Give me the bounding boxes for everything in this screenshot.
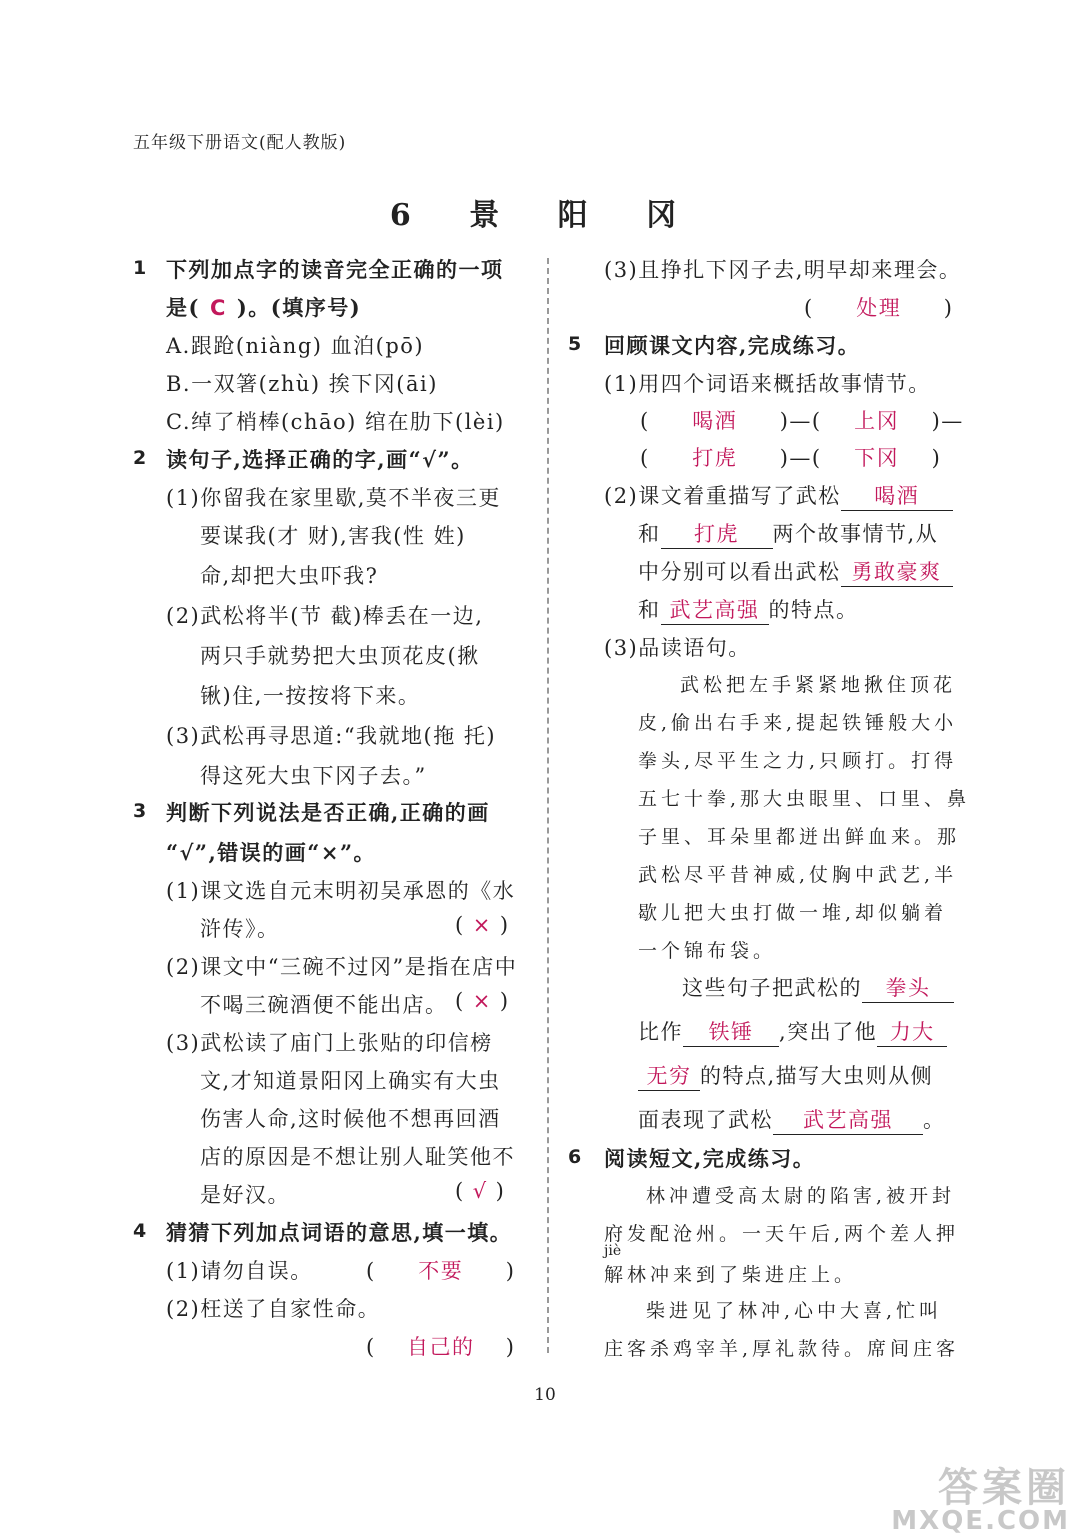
option-b: B.一双箸(zhù) 挨下冈(āi)	[166, 372, 438, 396]
watermark	[891, 1465, 1070, 1536]
sub-question: (3)品读语句。	[604, 636, 751, 660]
answer-parens: ( 不要 )	[366, 1255, 515, 1285]
sentence-line: (2)武松将半(节 截)棒丢在一边,	[166, 604, 484, 628]
statement-line: 浒传》。	[200, 917, 280, 941]
fill-line: 和 打虎 两个故事情节,从	[638, 518, 938, 549]
page-number: 10	[534, 1385, 556, 1405]
question-stem: 下列加点字的读音完全正确的一项	[166, 257, 504, 282]
statement-line: 文,才知道景阳冈上确实有大虫	[200, 1069, 501, 1093]
answer-parens: ( √ )	[455, 1179, 506, 1203]
question-stem: 猜猜下列加点词语的意思,填一填。	[166, 1220, 513, 1245]
answer-blank: 勇敢豪爽	[841, 556, 953, 587]
fill-line: (2)课文着重描写了武松 喝酒	[604, 480, 953, 511]
sentence-line: (3)武松再寻思道:“我就地(拖 托)	[166, 724, 497, 748]
sentence-line: (1)你留我在家里歇,莫不半夜三更	[166, 486, 501, 510]
fill-line: 中分别可以看出武松 勇敢豪爽	[638, 556, 953, 587]
answer-text: √	[472, 1179, 488, 1203]
answer-parens: ( × )	[455, 913, 510, 937]
question-number: 4	[133, 1220, 147, 1242]
sentence-line: 要谋我(才 财),害我(性 姓)	[200, 524, 466, 548]
question-stem: “√”,错误的画“×”。	[166, 840, 377, 865]
passage-line: 子里、耳朵里都迸出鲜血来。那	[638, 826, 961, 848]
word-line: (2)枉送了自家性命。	[166, 1297, 381, 1321]
question-stem: 判断下列说法是否正确,正确的画	[166, 800, 490, 825]
answer-text: 喝酒	[692, 409, 738, 433]
question-stem: 阅读短文,完成练习。	[604, 1146, 816, 1171]
answer-text: 打虎	[692, 446, 738, 470]
fill-line: 无穷 的特点,描写大虫则从侧	[638, 1060, 933, 1091]
fill-line: 面表现了武松 武艺高强 。	[638, 1104, 946, 1135]
answer-text: 自己的	[406, 1335, 475, 1359]
column-divider	[547, 258, 549, 1353]
answer-parens: ( 自己的 )	[366, 1331, 515, 1361]
sub-question: (1)用四个词语来概括故事情节。	[604, 372, 931, 396]
statement-line: 不喝三碗酒便不能出店。	[200, 993, 448, 1017]
passage-line: 歇儿把大虫打做一堆,却似躺着	[638, 902, 948, 924]
answer-text: ×	[472, 989, 492, 1013]
fill-line: 和 武艺高强 的特点。	[638, 594, 859, 625]
answer-blank: 喝酒	[841, 480, 953, 511]
word-line: (3)且挣扎下冈子去,明早却来理会。	[604, 258, 962, 282]
answer-blank: 武艺高强	[661, 594, 769, 625]
answer-blank: 打虎	[661, 518, 773, 549]
statement-line: 是好汉。	[200, 1183, 290, 1207]
passage-line: 拳头,尽平生之力,只顾打。打得	[638, 750, 958, 772]
statement-line: (1)课文选自元末明初吴承恩的《水	[166, 879, 516, 903]
sentence-line: 命,却把大虫吓我?	[200, 564, 379, 588]
question-number: 6	[568, 1146, 582, 1168]
answer-parens: ( 处理 )	[804, 292, 953, 322]
pinyin-annotation: jiè	[604, 1243, 622, 1259]
answer-text: 不要	[418, 1259, 464, 1283]
answer-text: 处理	[856, 296, 902, 320]
answer-blank: 武艺高强	[773, 1104, 923, 1135]
option-c: C.绰了梢棒(chāo) 绾在肋下(lèi)	[166, 410, 505, 434]
answer-text: 下冈	[854, 446, 900, 470]
answer-parens: ( × )	[455, 989, 510, 1013]
passage-line: 五七十拳,那大虫眼里、口里、鼻	[638, 788, 971, 810]
fill-line: 这些句子把武松的 拳头	[682, 972, 954, 1003]
passage-line: 皮,偷出右手来,提起铁锤般大小	[638, 712, 958, 734]
plot-line: ( 喝酒 )—( 上冈 )—	[640, 405, 964, 435]
question-number: 5	[568, 333, 582, 355]
question-stem: 是( C )。(填序号)	[166, 295, 362, 320]
passage-line: 庄客杀鸡宰羊,厚礼款待。席间庄客	[604, 1338, 960, 1360]
option-a: A.跟跄(niàng) 血泊(pō)	[166, 334, 425, 358]
lesson-title: 6 景 阳 冈	[389, 198, 701, 233]
fill-line: 比作 铁锤 ,突出了他 力大	[638, 1016, 947, 1047]
answer-blank: 力大	[877, 1016, 947, 1047]
statement-line: (2)课文中“三碗不过冈”是指在店中	[166, 955, 518, 979]
passage-line: 武松把左手紧紧地揪住顶花	[680, 674, 957, 696]
answer-text: C	[209, 296, 227, 320]
book-header: 五年级下册语文(配人教版)	[133, 133, 347, 153]
question-stem: 读句子,选择正确的字,画“√”。	[166, 447, 474, 472]
passage-line: 柴进见了林冲,心中大喜,忙叫	[646, 1300, 943, 1322]
answer-blank: 铁锤	[683, 1016, 779, 1047]
answer-blank: 拳头	[862, 972, 954, 1003]
passage-line: 府发配沧州。一天午后,两个差人押	[604, 1223, 960, 1245]
question-stem: 回顾课文内容,完成练习。	[604, 333, 861, 358]
watermark-main: 答案圈	[938, 1465, 1070, 1511]
answer-text: ×	[472, 913, 492, 937]
watermark-url: MXQE.COM	[891, 1506, 1070, 1536]
passage-line: 解林冲来到了柴进庄上。	[604, 1264, 858, 1286]
question-number: 3	[133, 800, 147, 822]
passage-line: 一个锦布袋。	[638, 940, 777, 962]
statement-line: 店的原因是不想让别人耻笑他不	[200, 1145, 515, 1169]
plot-line: ( 打虎 )—( 下冈 )	[640, 442, 941, 472]
question-number: 1	[133, 257, 147, 279]
answer-text: 上冈	[854, 409, 900, 433]
statement-line: 伤害人命,这时候他不想再回酒	[200, 1107, 501, 1131]
word-line: (1)请勿自误。	[166, 1259, 313, 1283]
statement-line: (3)武松读了庙门上张贴的印信榜	[166, 1031, 493, 1055]
passage-line: 武松尽平昔神威,仗胸中武艺,半	[638, 864, 958, 886]
sentence-line: 两只手就势把大虫顶花皮(揪	[200, 644, 480, 668]
question-number: 2	[133, 447, 147, 469]
sentence-line: 得这死大虫下冈子去。”	[200, 764, 427, 788]
sentence-line: 锹)住,一按按将下来。	[200, 684, 421, 708]
answer-blank: 无穷	[638, 1060, 700, 1091]
passage-line: 林冲遭受高太尉的陷害,被开封	[646, 1185, 956, 1207]
